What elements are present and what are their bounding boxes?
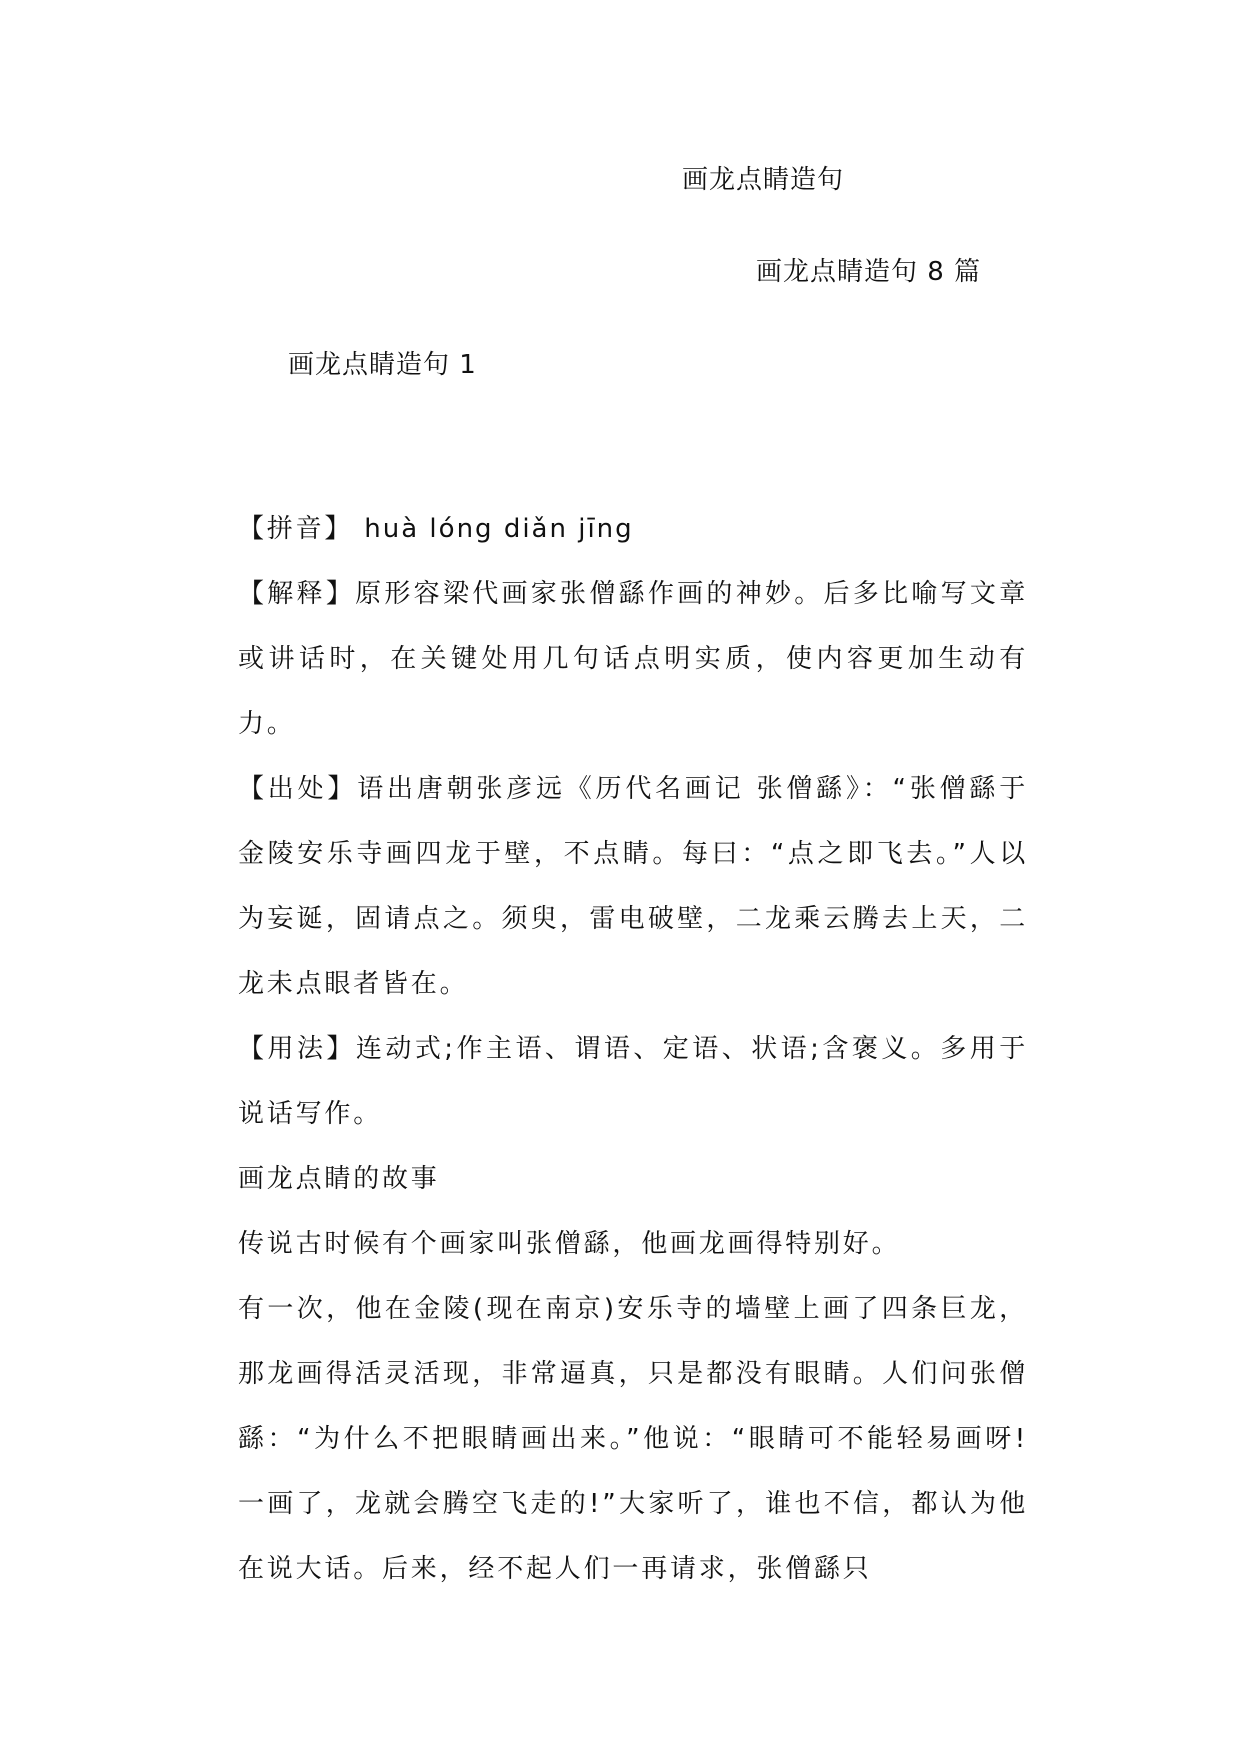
pinyin-line <box>238 497 1028 562</box>
pinyin-label: 【拼音】 <box>238 514 354 544</box>
explanation-label: 【解释】 <box>238 579 356 609</box>
explanation-paragraph <box>238 562 1028 757</box>
document-subtitle: 画龙点睛造句 8 篇 <box>756 257 982 287</box>
document-body <box>238 497 1028 1602</box>
source-label: 【出处】 <box>238 774 358 804</box>
story-paragraph: 有一次，他在金陵(现在南京)安乐寺的墙壁上画了四条巨龙，那龙画得活灵活现，非常逼真，只是都没有眼睛。人们问张僧繇：“为什么不把眼睛画出来。”他说：“眼睛可不能轻易画呀!一画了，龙就会腾空飞走的!”大家听了，谁也不信，都认为他在说大话。后来，经不起人们一再请求，张僧繇只 <box>238 1294 1028 1584</box>
usage-label: 【用法】 <box>238 1034 356 1064</box>
story-paragraph: 传说古时候有个画家叫张僧繇，他画龙画得特别好。 <box>238 1229 901 1259</box>
section-heading: 画龙点睛造句 1 <box>288 350 477 380</box>
explanation-text: 原形容梁代画家张僧繇作画的神妙。后多比喻写文章或讲话时，在关键处用几句话点明实质，使内容更加生动有力。 <box>238 579 1028 739</box>
pinyin-text: huà lóng diǎn jīng <box>364 514 634 544</box>
document-title: 画龙点睛造句 <box>682 165 845 195</box>
usage-text: 连动式;作主语、谓语、定语、状语;含褒义。多用于说话写作。 <box>238 1034 1028 1129</box>
story-heading: 画龙点睛的故事 <box>238 1164 440 1194</box>
source-text: 语出唐朝张彦远《历代名画记 张僧繇》：“张僧繇于金陵安乐寺画四龙于壁，不点睛。每曰：“点之即飞去。”人以为妄诞，固请点之。须臾，雷电破壁，二龙乘云腾去上天，二龙未点眼者皆在。 <box>238 774 1029 999</box>
source-paragraph <box>238 757 1028 1017</box>
usage-paragraph <box>238 1017 1028 1147</box>
